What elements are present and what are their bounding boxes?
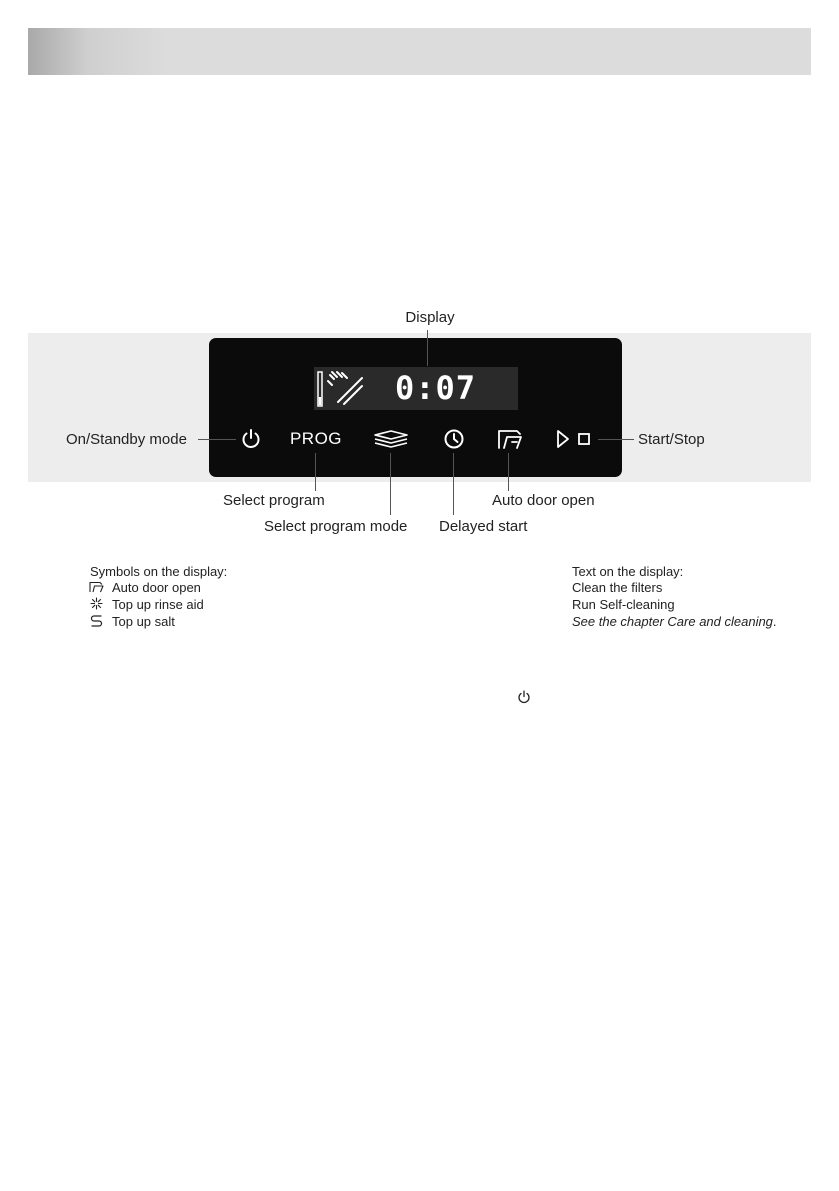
rinse-aid-icon <box>90 597 103 610</box>
clock-icon <box>446 431 463 448</box>
on-standby-label: On/Standby mode <box>66 431 187 448</box>
delayed-start-callout-line <box>453 453 454 515</box>
stop-icon <box>579 434 589 444</box>
text-reference <box>572 613 777 630</box>
texts-heading: Text on the display: <box>572 564 684 579</box>
prog-button[interactable]: PROG <box>289 429 343 448</box>
layers-icon <box>375 431 407 447</box>
select-program-label: Select program <box>223 492 325 509</box>
text-item-self-cleaning: Run Self-cleaning <box>572 597 675 612</box>
delayed-start-button[interactable] <box>443 428 465 450</box>
auto-door-open-icon <box>89 581 104 593</box>
delayed-start-label: Delayed start <box>439 518 528 535</box>
door-open-icon <box>499 431 521 448</box>
start-stop-label: Start/Stop <box>638 431 705 448</box>
symbol-label-rinse-aid: Top up rinse aid <box>112 597 204 612</box>
text-item-clean-filters: Clean the filters <box>572 580 663 595</box>
symbol-label-auto-door: Auto door open <box>112 580 201 595</box>
power-icon <box>244 430 259 447</box>
header-bar <box>28 28 811 75</box>
display-callout-line <box>427 330 428 366</box>
select-program-mode-label: Select program mode <box>264 518 408 535</box>
symbol-label-salt: Top up salt <box>112 614 175 629</box>
power-button[interactable] <box>240 428 262 450</box>
wash-spray-icon <box>316 369 366 409</box>
symbols-heading: Symbols on the display: <box>90 564 228 579</box>
program-mode-callout-line <box>390 453 391 515</box>
play-icon <box>558 431 568 447</box>
auto-door-open-label: Auto door open <box>492 492 595 509</box>
small-power-icon <box>517 690 531 704</box>
start-stop-callout-line <box>598 439 634 440</box>
display-label: Display <box>405 309 455 326</box>
start-stop-button[interactable] <box>554 429 594 449</box>
salt-icon <box>90 614 103 627</box>
auto-door-callout-line <box>508 453 509 491</box>
program-mode-button[interactable] <box>373 429 409 449</box>
power-callout-line <box>198 439 236 440</box>
auto-door-open-button[interactable] <box>497 428 523 450</box>
display-time: 0:07 <box>395 369 477 407</box>
text-reference-period: . <box>772 614 777 629</box>
text-reference-italic: See the chapter Care and cleaning <box>572 614 773 629</box>
prog-callout-line <box>315 453 316 491</box>
